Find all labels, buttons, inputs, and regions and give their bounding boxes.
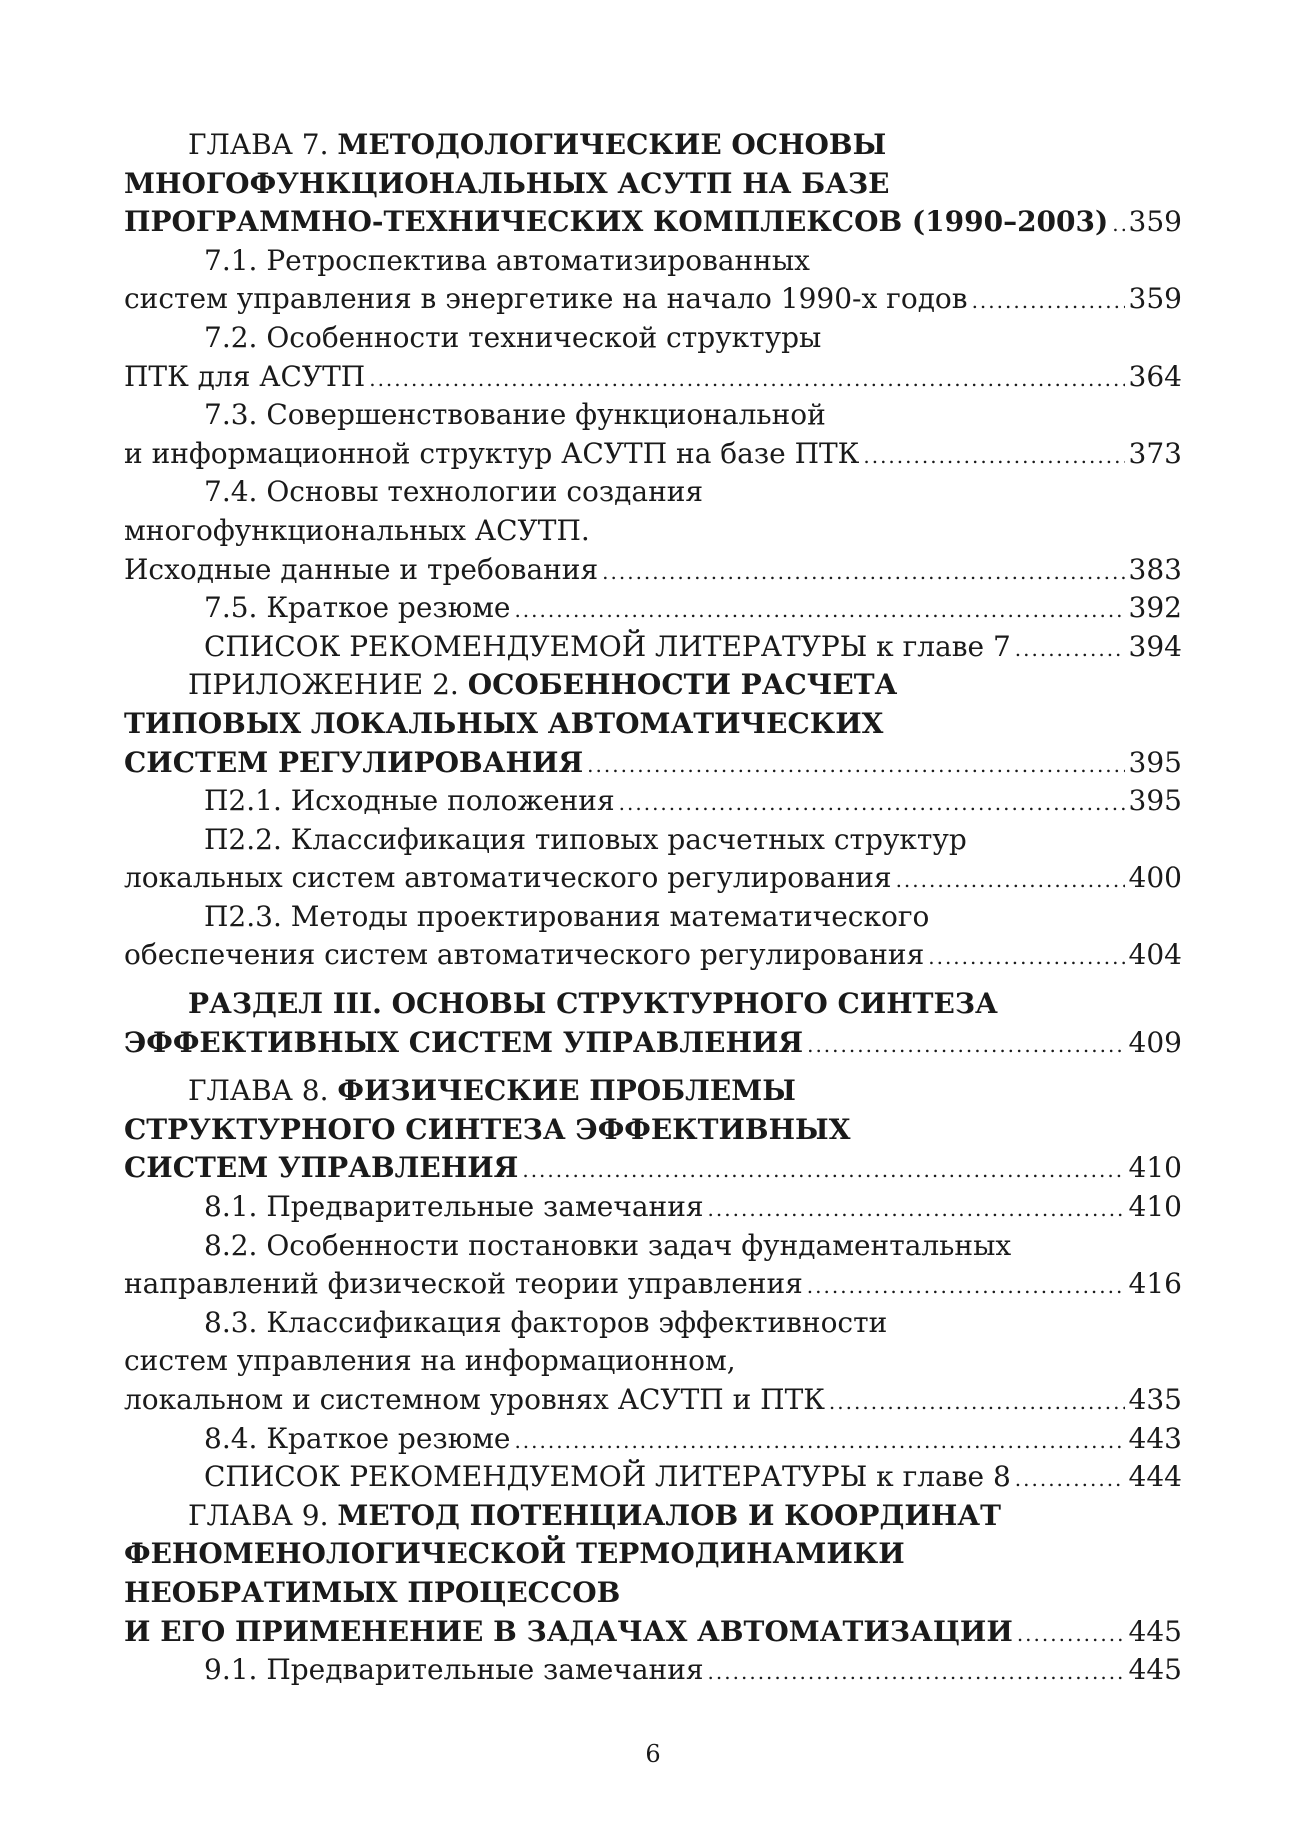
entry-title: 9.1. Предварительные замечания [204,1653,704,1687]
dot-leader [587,746,1124,783]
entry-page-number: 383 [1128,552,1182,586]
entry-title: 8.1. Предварительные замечания [204,1190,704,1224]
subsection-text: П2.2. Классификация типовых расчетных структур [204,822,967,856]
toc-chapter-heading [124,666,1182,705]
dot-leader [369,360,1124,397]
chapter-title: ФИЗИЧЕСКИЕ ПРОБЛЕМЫ [337,1074,796,1108]
entry-title: 7.5. Краткое резюме [204,591,511,625]
toc-heading-line [124,1535,1182,1574]
toc-entry [124,203,1182,242]
entry-page-number: 392 [1128,591,1182,625]
heading-text: ФЕНОМЕНОЛОГИЧЕСКОЙ ТЕРМОДИНАМИКИ [124,1537,905,1571]
dot-leader [619,784,1125,821]
dot-leader [1112,205,1124,242]
dot-leader [928,938,1124,975]
entry-page-number: 410 [1128,1190,1182,1224]
heading-text: СТРУКТУРНОГО СИНТЕЗА ЭФФЕКТИВНЫХ [124,1112,851,1146]
chapter-title: МЕТОДОЛОГИЧЕСКИЕ ОСНОВЫ [337,128,887,161]
toc-chapter-heading [124,126,1182,165]
dot-leader [896,861,1125,898]
entry-page-number: 435 [1128,1383,1182,1416]
toc-entry [124,628,1182,667]
dot-leader [807,1026,1124,1063]
toc-entry [124,859,1182,898]
dot-leader [514,1422,1124,1459]
toc-subsection-title [124,242,1182,281]
subsection-text: 8.2. Особенности постановки задач фундаментальных [204,1228,1012,1262]
toc-entry [124,1458,1182,1497]
dot-leader [829,1383,1125,1420]
toc-subsection-title [124,473,1182,512]
toc-entry [124,1381,1182,1420]
heading-text: ТИПОВЫХ ЛОКАЛЬНЫХ АВТОМАТИЧЕСКИХ [124,706,884,740]
entry-title: СПИСОК РЕКОМЕНДУЕМОЙ ЛИТЕРАТУРЫ к главе 7 [204,629,1011,663]
entry-page-number: 445 [1128,1614,1182,1648]
entry-page-number: 410 [1128,1151,1182,1185]
toc-subsection-title [124,1304,1182,1343]
entry-page-number: 395 [1128,745,1182,779]
toc-chapter-heading [124,1497,1182,1536]
entry-page-number: 443 [1128,1421,1182,1455]
dot-leader [807,1267,1125,1304]
dot-leader [1015,630,1125,667]
toc-entry [124,1188,1182,1227]
subsection-text: 7.1. Ретроспектива автоматизированных [204,243,810,277]
entry-title: П2.1. Исходные положения [204,784,615,818]
subsection-text: 7.3. Совершенствование функциональной [204,398,826,432]
entry-title: ПТК для АСУТП [124,359,366,393]
entry-page-number: 445 [1128,1653,1182,1687]
entry-title: СИСТЕМ УПРАВЛЕНИЯ [124,1151,519,1185]
toc-heading-line [124,705,1182,744]
toc-entry [124,551,1182,590]
dot-leader [514,591,1124,628]
entry-page-number: 404 [1128,938,1182,972]
entry-page-number: 373 [1128,436,1182,470]
dot-leader [522,1151,1124,1188]
chapter-prefix: ГЛАВА 7. [188,128,338,161]
toc-subsection-title [124,821,1182,860]
heading-text: МНОГОФУНКЦИОНАЛЬНЫХ АСУТП НА БАЗЕ [124,166,890,200]
toc-subsection-title [124,319,1182,358]
entry-page-number: 444 [1128,1460,1182,1494]
entry-title: локальных систем автоматического регулирования [124,861,892,895]
toc-subsection-title [124,1227,1182,1266]
entry-title: локальном и системном уровнях АСУТП и ПТК [124,1383,825,1416]
entry-page-number: 416 [1128,1267,1182,1301]
toc-heading-line [124,1574,1182,1613]
toc-gap [124,975,1182,985]
toc-text-line [124,1342,1182,1381]
toc-section-heading [124,985,1182,1024]
entry-page-number: 394 [1128,629,1182,663]
entry-title: обеспечения систем автоматического регулирования [124,938,925,972]
table-of-contents [124,126,1182,1690]
dot-leader [1015,1460,1125,1497]
section-title: РАЗДЕЛ III. ОСНОВЫ СТРУКТУРНОГО СИНТЕЗА [188,987,998,1021]
entry-title: направлений физической теории управления [124,1267,803,1301]
chapter-prefix: ГЛАВА 8. [188,1074,338,1108]
toc-entry [124,744,1182,783]
toc-subsection-title [124,396,1182,435]
entry-title: ПРОГРАММНО-ТЕХНИЧЕСКИХ КОМПЛЕКСОВ (1990–2003) [124,205,1109,239]
toc-entry [124,1024,1182,1063]
subsection-text: 7.4. Основы технологии создания [204,475,704,509]
toc-entry [124,1651,1182,1690]
dot-leader [708,1653,1125,1690]
toc-entry [124,358,1182,397]
line-text: многофункциональных АСУТП. [124,513,590,547]
dot-leader [863,437,1124,474]
subsection-text: П2.3. Методы проектирования математического [204,899,930,933]
toc-entry [124,782,1182,821]
chapter-prefix: ПРИЛОЖЕНИЕ 2. [188,668,468,702]
entry-page-number: 395 [1128,784,1182,818]
toc-heading-line [124,1111,1182,1150]
entry-page-number: 400 [1128,861,1182,895]
toc-entry [124,1149,1182,1188]
toc-entry [124,435,1182,474]
toc-chapter-heading [124,1072,1182,1111]
dot-leader [972,282,1125,319]
entry-page-number: 409 [1128,1025,1182,1059]
chapter-title: МЕТОД ПОТЕНЦИАЛОВ И КООРДИНАТ [337,1498,1001,1532]
toc-entry [124,936,1182,975]
entry-title: Исходные данные и требования [124,552,599,586]
toc-subsection-title [124,898,1182,937]
entry-page-number: 359 [1128,205,1182,239]
entry-title: СИСТЕМ РЕГУЛИРОВАНИЯ [124,745,584,779]
entry-title: ЭФФЕКТИВНЫХ СИСТЕМ УПРАВЛЕНИЯ [124,1025,804,1059]
subsection-text: 7.2. Особенности технической структуры [204,320,822,354]
toc-entry [124,280,1182,319]
toc-entry [124,589,1182,628]
toc-entry [124,1420,1182,1459]
entry-title: И ЕГО ПРИМЕНЕНИЕ В ЗАДАЧАХ АВТОМАТИЗАЦИИ [124,1614,1013,1648]
entry-title: СПИСОК РЕКОМЕНДУЕМОЙ ЛИТЕРАТУРЫ к главе 8 [204,1460,1011,1494]
toc-text-line [124,512,1182,551]
dot-leader [708,1190,1125,1227]
entry-title: и информационной структур АСУТП на базе ПТК [124,436,860,470]
line-text: систем управления на информационном, [124,1344,736,1378]
chapter-title: ОСОБЕННОСТИ РАСЧЕТА [467,668,898,702]
entry-page-number: 359 [1128,282,1182,316]
entry-title: систем управления в энергетике на начало 1990-х годов [124,282,968,316]
chapter-prefix: ГЛАВА 9. [188,1498,338,1532]
heading-text: НЕОБРАТИМЫХ ПРОЦЕССОВ [124,1575,621,1609]
entry-page-number: 364 [1128,359,1182,393]
subsection-text: 8.3. Классификация факторов эффективности [204,1305,888,1339]
toc-entry [124,1613,1182,1652]
page-number: 6 [645,1740,661,1768]
dot-leader [602,553,1124,590]
toc-gap [124,1062,1182,1072]
entry-title: 8.4. Краткое резюме [204,1421,511,1455]
dot-leader [1017,1615,1125,1652]
toc-heading-line [124,165,1182,204]
toc-entry [124,1265,1182,1304]
